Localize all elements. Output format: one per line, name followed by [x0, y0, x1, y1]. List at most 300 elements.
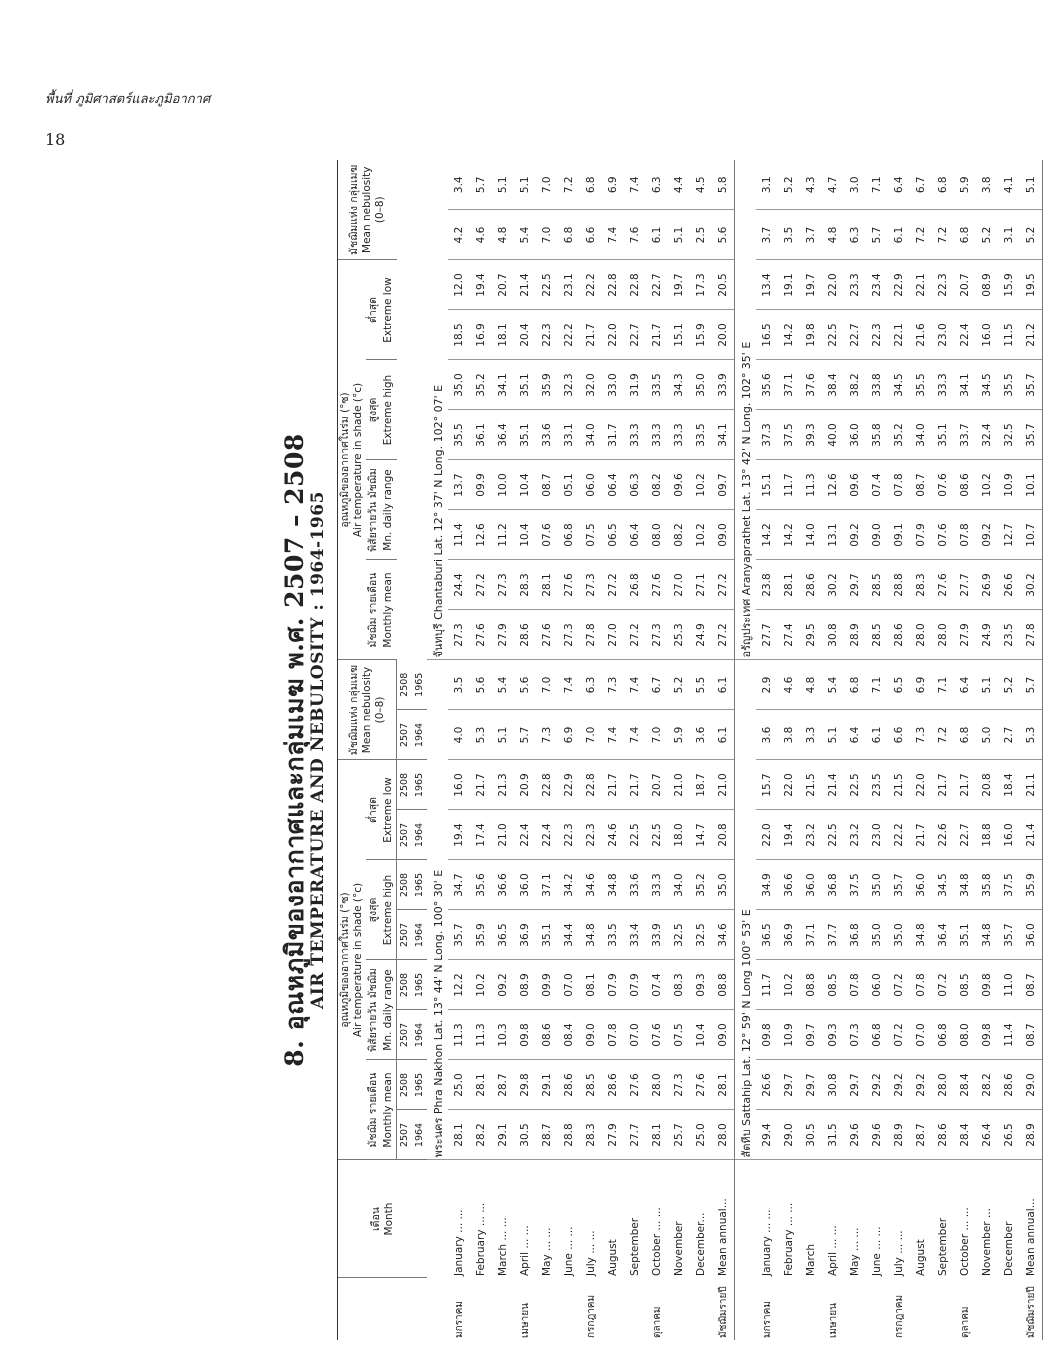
value-cell: 20.8 [712, 810, 735, 860]
value-cell: 10.4 [514, 510, 536, 560]
value-cell: 28.0 [910, 610, 932, 660]
value-cell: 27.9 [492, 610, 514, 660]
value-cell: 09.7 [800, 1010, 822, 1060]
quarter-label [536, 1278, 558, 1340]
value-cell: 19.4 [448, 810, 470, 860]
value-cell: 21.5 [888, 760, 910, 810]
value-cell: 28.8 [888, 560, 910, 610]
quarter-label [800, 1278, 822, 1340]
value-cell: 28.3 [514, 560, 536, 610]
value-cell: 33.3 [624, 410, 646, 460]
value-cell: 3.6 [756, 710, 778, 760]
value-cell: 36.6 [492, 860, 514, 910]
value-cell: 28.9 [888, 1110, 910, 1160]
value-cell: 5.1 [492, 160, 514, 210]
value-cell: 08.9 [976, 260, 998, 310]
value-cell: 37.7 [822, 910, 844, 960]
ext-high-th-2: สูงสุด [366, 360, 381, 460]
quarter-label [602, 1278, 624, 1340]
value-cell: 3.1 [756, 160, 778, 210]
value-cell: 19.8 [800, 310, 822, 360]
value-cell: 36.1 [470, 410, 492, 460]
value-cell: 18.7 [690, 760, 712, 810]
value-cell: 11.0 [998, 960, 1020, 1010]
month-header-thai: เดือน [369, 1207, 382, 1231]
value-cell: 7.0 [536, 660, 558, 710]
value-cell: 30.2 [1020, 560, 1043, 610]
value-cell: 26.8 [624, 560, 646, 610]
value-cell: 18.1 [492, 310, 514, 360]
value-cell: 10.7 [1020, 510, 1043, 560]
value-cell: 28.6 [888, 610, 910, 660]
value-cell: 27.7 [954, 560, 976, 610]
value-cell: 21.4 [822, 760, 844, 810]
value-cell: 33.6 [624, 860, 646, 910]
value-cell: 27.8 [580, 610, 602, 660]
value-cell: 21.0 [668, 760, 690, 810]
value-cell: 35.8 [976, 860, 998, 910]
value-cell: 14.0 [800, 510, 822, 560]
value-cell: 28.7 [910, 1110, 932, 1160]
table-row [536, 160, 558, 1340]
value-cell: 08.7 [536, 460, 558, 510]
quarter-label [976, 1278, 998, 1340]
month-label: October ... ... [959, 1207, 971, 1276]
value-cell: 29.1 [492, 1110, 514, 1160]
value-cell: 13.1 [822, 510, 844, 560]
value-cell: 08.0 [954, 1010, 976, 1060]
value-cell: 21.0 [492, 810, 514, 860]
value-cell: 29.8 [514, 1060, 536, 1110]
value-cell: 12.7 [998, 510, 1020, 560]
value-cell: 19.7 [800, 260, 822, 310]
value-cell: 06.0 [866, 960, 888, 1010]
value-cell: 16.0 [998, 810, 1020, 860]
value-cell: 4.5 [690, 160, 712, 210]
value-cell: 3.1 [998, 210, 1020, 260]
value-cell: 5.7 [470, 160, 492, 210]
value-cell: 11.5 [998, 310, 1020, 360]
value-cell: 10.9 [998, 460, 1020, 510]
value-cell: 22.1 [888, 310, 910, 360]
ext-low-en-2: Extreme low [381, 260, 397, 360]
value-cell: 6.8 [844, 660, 866, 710]
value-cell: 07.9 [624, 960, 646, 1010]
value-cell: 10.9 [778, 1010, 800, 1060]
month-label: September [629, 1217, 641, 1276]
value-cell: 35.9 [1020, 860, 1043, 910]
value-cell: 22.8 [580, 760, 602, 810]
value-cell: 16.5 [756, 310, 778, 360]
quarter-label [470, 1278, 492, 1340]
air-temp-header-left [338, 760, 367, 1160]
quarter-label [866, 1278, 888, 1340]
value-cell: 34.0 [910, 410, 932, 460]
value-cell: 29.7 [844, 1060, 866, 1110]
value-cell: 27.6 [624, 1060, 646, 1110]
value-cell: 6.3 [844, 210, 866, 260]
value-cell: 35.1 [514, 410, 536, 460]
value-cell: 34.7 [448, 860, 470, 910]
value-cell: 34.5 [932, 860, 954, 910]
value-cell: 28.6 [558, 1060, 580, 1110]
value-cell: 38.4 [822, 360, 844, 410]
year-be-cell: 2507 [397, 910, 413, 960]
value-cell: 08.1 [580, 960, 602, 1010]
value-cell: 33.1 [558, 410, 580, 460]
value-cell: 6.4 [844, 710, 866, 760]
value-cell: 37.5 [844, 860, 866, 910]
value-cell: 7.6 [624, 210, 646, 260]
value-cell: 09.0 [712, 510, 735, 560]
value-cell: 21.2 [1020, 310, 1043, 360]
value-cell: 21.7 [624, 760, 646, 810]
quarter-label: มัชฌิมรายปี [1020, 1278, 1043, 1340]
table-row [866, 160, 888, 1340]
value-cell: 27.3 [668, 1060, 690, 1110]
value-cell: 6.4 [954, 660, 976, 710]
value-cell: 27.7 [756, 610, 778, 660]
quarter-label: ตุลาคม [651, 1306, 663, 1338]
table-row [448, 160, 470, 1340]
value-cell: 22.0 [602, 310, 624, 360]
value-cell: 25.3 [668, 610, 690, 660]
value-cell: 29.2 [866, 1060, 888, 1110]
value-cell: 35.5 [448, 410, 470, 460]
value-cell: 37.1 [536, 860, 558, 910]
year-be-cell: 2508 [397, 660, 413, 710]
value-cell: 5.0 [976, 710, 998, 760]
value-cell: 27.3 [646, 610, 668, 660]
value-cell: 07.6 [932, 510, 954, 560]
month-label: April ... ... [827, 1225, 839, 1276]
value-cell: 14.7 [690, 810, 712, 860]
month-label: Mean annual... [712, 1160, 735, 1278]
value-cell: 22.5 [646, 810, 668, 860]
value-cell: 28.5 [866, 610, 888, 660]
value-cell: 5.1 [668, 210, 690, 260]
nebulosity-header-thai: มัชฌิมแห่ง กลุ่มเมฆ [347, 664, 360, 756]
month-label: December... [695, 1212, 707, 1276]
value-cell: 28.3 [580, 1110, 602, 1160]
value-cell: 08.2 [668, 510, 690, 560]
table-row [976, 160, 998, 1340]
value-cell: 21.7 [602, 760, 624, 810]
value-cell: 31.5 [822, 1110, 844, 1160]
value-cell: 07.8 [888, 460, 910, 510]
value-cell: 35.2 [888, 410, 910, 460]
nebulosity-header-eng: Mean nebulosity [360, 666, 373, 754]
value-cell: 28.1 [470, 1060, 492, 1110]
value-cell: 32.5 [690, 910, 712, 960]
value-cell: 29.7 [778, 1060, 800, 1110]
quarter-label: กรกฎาคม [893, 1294, 905, 1338]
value-cell: 16.0 [448, 760, 470, 810]
value-cell: 34.8 [910, 910, 932, 960]
value-cell: 6.5 [888, 660, 910, 710]
value-cell: 10.4 [690, 1010, 712, 1060]
value-cell: 28.5 [866, 560, 888, 610]
value-cell: 06.8 [558, 510, 580, 560]
month-header [338, 1160, 428, 1278]
value-cell: 09.7 [712, 460, 735, 510]
value-cell: 37.1 [778, 360, 800, 410]
value-cell: 21.7 [470, 760, 492, 810]
value-cell: 10.2 [470, 960, 492, 1010]
value-cell: 28.8 [558, 1110, 580, 1160]
value-cell: 09.1 [888, 510, 910, 560]
value-cell: 10.4 [514, 460, 536, 510]
quarter-label [668, 1278, 690, 1340]
quarter-label [932, 1278, 954, 1340]
value-cell: 7.4 [602, 210, 624, 260]
value-cell: 3.7 [756, 210, 778, 260]
value-cell: 28.9 [844, 610, 866, 660]
value-cell: 35.0 [866, 910, 888, 960]
value-cell: 7.3 [602, 660, 624, 710]
daily-range-th: พิสัยรายวัน มัชฌิม [366, 960, 381, 1060]
value-cell: 35.9 [470, 910, 492, 960]
value-cell: 11.3 [470, 1010, 492, 1060]
value-cell: 7.4 [624, 710, 646, 760]
value-cell: 35.0 [448, 360, 470, 410]
value-cell: 20.9 [514, 760, 536, 810]
value-cell: 07.8 [910, 960, 932, 1010]
value-cell: 09.9 [470, 460, 492, 510]
value-cell: 6.3 [646, 160, 668, 210]
value-cell: 27.9 [602, 1110, 624, 1160]
value-cell: 5.8 [712, 160, 735, 210]
value-cell: 07.5 [668, 1010, 690, 1060]
month-label: March ... ... [497, 1217, 509, 1276]
value-cell: 14.2 [756, 510, 778, 560]
value-cell: 7.1 [866, 160, 888, 210]
month-label: September [937, 1217, 949, 1276]
value-cell: 37.5 [778, 410, 800, 460]
value-cell: 30.2 [822, 560, 844, 610]
value-cell: 19.5 [1020, 260, 1043, 310]
value-cell: 33.3 [646, 860, 668, 910]
value-cell: 07.8 [954, 510, 976, 560]
value-cell: 4.7 [822, 160, 844, 210]
value-cell: 35.1 [514, 360, 536, 410]
value-cell: 13.4 [756, 260, 778, 310]
value-cell: 22.0 [778, 760, 800, 810]
year-ad-cell: 1965 [412, 760, 427, 810]
value-cell: 28.2 [470, 1110, 492, 1160]
value-cell: 26.9 [976, 560, 998, 610]
month-label: February ... ... [475, 1202, 487, 1276]
quarter-label: กรกฎาคม [585, 1294, 597, 1338]
value-cell: 30.8 [822, 610, 844, 660]
monthly-mean-th-2: มัชฌิม รายเดือน [366, 560, 381, 660]
value-cell: 6.8 [558, 210, 580, 260]
value-cell: 22.3 [558, 810, 580, 860]
ext-high-en-2: Extreme high [381, 360, 397, 460]
value-cell: 34.6 [580, 860, 602, 910]
value-cell: 6.4 [888, 160, 910, 210]
value-cell: 07.4 [866, 460, 888, 510]
value-cell: 34.9 [756, 860, 778, 910]
quarter-label [558, 1278, 580, 1340]
value-cell: 23.4 [866, 260, 888, 310]
value-cell: 33.6 [536, 410, 558, 460]
value-cell: 28.6 [514, 610, 536, 660]
value-cell: 33.3 [932, 360, 954, 410]
value-cell: 28.3 [910, 560, 932, 610]
value-cell: 2.9 [756, 660, 778, 710]
value-cell: 07.8 [844, 960, 866, 1010]
value-cell: 36.6 [778, 860, 800, 910]
value-cell: 6.1 [888, 210, 910, 260]
value-cell: 27.3 [492, 560, 514, 610]
value-cell: 29.6 [866, 1110, 888, 1160]
value-cell: 35.8 [866, 410, 888, 460]
year-be-cell: 2507 [397, 810, 413, 860]
value-cell: 27.2 [602, 560, 624, 610]
ext-low-en: Extreme low [381, 760, 397, 860]
value-cell: 22.2 [888, 810, 910, 860]
value-cell: 08.7 [1020, 1010, 1043, 1060]
value-cell: 28.6 [800, 560, 822, 610]
value-cell: 5.7 [1020, 660, 1043, 710]
daily-range-th-2: พิสัยรายวัน มัชฌิม [366, 460, 381, 560]
value-cell: 15.9 [998, 260, 1020, 310]
value-cell: 7.4 [624, 660, 646, 710]
value-cell: 07.6 [536, 510, 558, 560]
value-cell: 36.0 [800, 860, 822, 910]
quarter-label [844, 1278, 866, 1340]
table-row [910, 160, 932, 1340]
table-row [712, 160, 735, 1340]
value-cell: 34.2 [558, 860, 580, 910]
value-cell: 08.2 [646, 460, 668, 510]
value-cell: 17.4 [470, 810, 492, 860]
value-cell: 31.7 [602, 410, 624, 460]
value-cell: 06.4 [624, 510, 646, 560]
quarter-header [338, 1278, 428, 1340]
value-cell: 15.1 [756, 460, 778, 510]
value-cell: 27.6 [690, 1060, 712, 1110]
value-cell: 37.6 [800, 360, 822, 410]
value-cell: 21.7 [646, 310, 668, 360]
value-cell: 5.4 [492, 660, 514, 710]
value-cell: 28.9 [1020, 1110, 1043, 1160]
station-row [427, 160, 448, 1340]
value-cell: 36.9 [514, 910, 536, 960]
value-cell: 4.4 [668, 160, 690, 210]
table-title-english: AIR TEMPERATURE AND NEBULOSITY : 1964-1965 [308, 491, 328, 1009]
value-cell: 28.7 [536, 1110, 558, 1160]
value-cell: 35.0 [690, 360, 712, 410]
value-cell: 23.2 [800, 810, 822, 860]
value-cell: 5.5 [690, 660, 712, 710]
value-cell: 35.5 [910, 360, 932, 410]
value-cell: 6.6 [888, 710, 910, 760]
value-cell: 27.9 [954, 610, 976, 660]
value-cell: 7.1 [866, 660, 888, 710]
nebulosity-header-eng-2: Mean nebulosity [360, 166, 373, 253]
value-cell: 08.0 [646, 510, 668, 560]
value-cell: 34.5 [976, 360, 998, 410]
value-cell: 22.5 [624, 810, 646, 860]
ext-high-th: สูงสุด [366, 860, 381, 960]
value-cell: 09.6 [844, 460, 866, 510]
value-cell: 07.9 [602, 960, 624, 1010]
value-cell: 5.1 [1020, 160, 1043, 210]
value-cell: 28.1 [536, 560, 558, 610]
quarter-label: เมษายน [519, 1303, 531, 1338]
station-name: สัตหีบ Sattahip Lat. 12° 59' N Long 100° 53' E [735, 660, 757, 1160]
value-cell: 08.5 [822, 960, 844, 1010]
value-cell: 09.0 [866, 510, 888, 560]
value-cell: 28.4 [954, 1110, 976, 1160]
value-cell: 32.3 [558, 360, 580, 410]
value-cell: 7.2 [558, 160, 580, 210]
value-cell: 32.5 [998, 410, 1020, 460]
quarter-label [778, 1278, 800, 1340]
value-cell: 27.2 [624, 610, 646, 660]
nebulosity-header-left [338, 660, 397, 760]
value-cell: 5.9 [668, 710, 690, 760]
value-cell: 23.1 [558, 260, 580, 310]
value-cell: 10.0 [492, 460, 514, 510]
value-cell: 5.1 [822, 710, 844, 760]
year-ad-cell: 1964 [412, 1010, 427, 1060]
nebulosity-header-thai-2: มัชฌิมแห่ง กลุ่มเมฆ [347, 164, 360, 255]
daily-range-en: Mn. daily range [381, 960, 397, 1060]
value-cell: 07.8 [602, 1010, 624, 1060]
value-cell: 7.0 [580, 710, 602, 760]
value-cell: 6.8 [954, 710, 976, 760]
value-cell: 08.8 [800, 960, 822, 1010]
value-cell: 22.3 [536, 310, 558, 360]
value-cell: 11.4 [998, 1010, 1020, 1060]
value-cell: 08.5 [954, 960, 976, 1010]
value-cell: 22.4 [536, 810, 558, 860]
daily-range-en-2: Mn. daily range [381, 460, 397, 560]
value-cell: 7.0 [646, 710, 668, 760]
value-cell: 27.0 [668, 560, 690, 610]
value-cell: 09.8 [976, 1010, 998, 1060]
value-cell: 7.4 [602, 710, 624, 760]
rotated-table-page [275, 160, 1037, 1340]
value-cell: 14.2 [778, 310, 800, 360]
value-cell: 3.4 [448, 160, 470, 210]
value-cell: 35.7 [998, 910, 1020, 960]
value-cell: 10.2 [690, 510, 712, 560]
value-cell: 22.9 [888, 260, 910, 310]
value-cell: 35.7 [1020, 410, 1043, 460]
value-cell: 5.4 [822, 660, 844, 710]
value-cell: 33.8 [866, 360, 888, 410]
value-cell: 07.2 [888, 1010, 910, 1060]
value-cell: 38.2 [844, 360, 866, 410]
value-cell: 35.1 [954, 910, 976, 960]
value-cell: 26.6 [998, 560, 1020, 610]
value-cell: 22.7 [844, 310, 866, 360]
value-cell: 22.2 [580, 260, 602, 310]
value-cell: 36.0 [910, 860, 932, 910]
value-cell: 35.5 [998, 360, 1020, 410]
value-cell: 14.2 [778, 510, 800, 560]
year-ad-cell: 1965 [412, 960, 427, 1010]
value-cell: 09.8 [756, 1010, 778, 1060]
value-cell: 3.3 [800, 710, 822, 760]
value-cell: 37.3 [756, 410, 778, 460]
value-cell: 32.4 [976, 410, 998, 460]
value-cell: 2.5 [690, 210, 712, 260]
